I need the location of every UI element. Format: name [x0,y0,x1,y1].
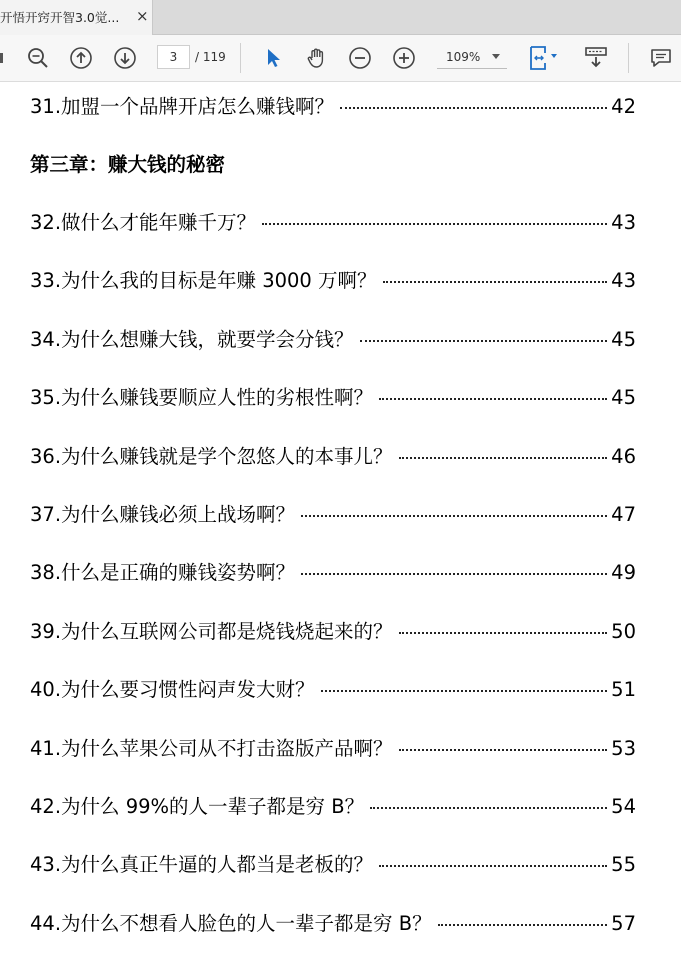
chapter-heading[interactable]: 第三章：赚大钱的秘密 [30,153,226,176]
toc-entry-title: 33.为什么我的目标是年赚 3000 万啊？ [30,269,377,293]
toc-entry-title: 43.为什么真正牛逼的人都当是老板的？ [30,853,374,877]
zoom-out-search-icon[interactable] [26,46,50,70]
scroll-mode-icon[interactable] [584,46,608,70]
toc-entry[interactable] [30,849,636,879]
toc-leader-dots [379,865,607,867]
toc-entry-page: 49 [611,561,636,585]
zoom-value: 109% [446,50,481,64]
toc-entry-page: 43 [611,269,636,293]
sidebar-toggle-edge[interactable] [0,53,3,63]
tab-title: 开悟开窍开智3.0觉... [0,10,120,25]
toc-entry[interactable] [30,265,636,295]
page-total: / 119 [195,50,226,64]
toc-entry-page: 54 [611,795,636,818]
toc-entry-title: 40.为什么要习惯性闷声发大财？ [30,678,315,702]
toc-entry-page: 42 [611,95,636,118]
zoom-in-icon[interactable] [392,46,416,70]
toc-leader-dots [399,749,608,751]
toc-leader-dots [360,340,608,342]
toc-entry-title: 44.为什么不想看人脸色的人一辈子都是穷 B？ [30,911,432,935]
toc-leader-dots [399,457,608,459]
toc-entry[interactable] [30,499,636,529]
toc-entry-title: 41.为什么苹果公司从不打击盗版产品啊？ [30,736,393,760]
chevron-down-icon [492,54,500,59]
toc-entry-page: 46 [611,444,636,468]
tab-bar [0,0,681,35]
toc-entry-title: 36.为什么赚钱就是学个忽悠人的本事儿？ [30,444,393,468]
toc-entry-page: 43 [611,211,636,234]
toc-entry-page: 53 [611,736,636,760]
toc-entry-page: 50 [611,619,636,643]
toc-leader-dots [301,573,607,575]
toc-entry[interactable] [30,908,636,938]
toc-entry[interactable] [30,207,636,237]
toolbar-divider [240,43,241,73]
next-page-icon[interactable] [113,46,137,70]
toc-entry-page: 51 [611,678,636,702]
toc-leader-dots [340,107,607,109]
document-page [0,82,681,961]
toc-entry[interactable] [30,674,636,704]
toc-leader-dots [321,690,608,692]
fit-page-icon[interactable] [527,46,561,70]
toc-entry-title: 37.为什么赚钱必须上战场啊？ [30,503,296,526]
toc-entry-page: 55 [611,853,636,877]
toc-entry-title: 42.为什么 99%的人一辈子都是穷 B？ [30,795,365,818]
toc-entry-page: 45 [611,386,636,410]
toc-entry-page: 45 [611,327,636,351]
toc-leader-dots [262,223,607,225]
zoom-out-icon[interactable] [348,46,372,70]
toc-leader-dots [399,632,608,634]
toc-entry[interactable] [30,791,636,821]
toc-leader-dots [438,924,608,926]
select-cursor-icon[interactable] [261,46,285,70]
toc-entry[interactable] [30,91,636,121]
zoom-select[interactable] [437,45,507,69]
toc-entry-title: 34.为什么想赚大钱，就要学会分钱？ [30,327,354,351]
toc-entry[interactable] [30,557,636,587]
toc-leader-dots [383,281,608,283]
close-tab-icon[interactable]: × [136,7,149,25]
toolbar-divider [628,43,629,73]
toc-entry-title: 38.什么是正确的赚钱姿势啊？ [30,561,296,585]
toc-entry-title: 32.做什么才能年赚千万？ [30,211,257,234]
toc-entry[interactable] [30,733,636,763]
prev-page-icon[interactable] [69,46,93,70]
toc-entry[interactable] [30,616,636,646]
toc-leader-dots [301,515,607,517]
toc-entry-page: 57 [611,911,636,935]
toc-entry[interactable] [30,441,636,471]
toc-entry-title: 35.为什么赚钱要顺应人性的劣根性啊？ [30,386,374,410]
hand-tool-icon[interactable] [305,46,329,70]
comment-icon[interactable] [649,46,673,70]
toc-entry-title: 31.加盟一个品牌开店怎么赚钱啊？ [30,95,335,118]
toc-leader-dots [379,398,607,400]
toc-entry-page: 47 [611,503,636,526]
toolbar [0,35,681,82]
toc-entry-title: 39.为什么互联网公司都是烧钱烧起来的？ [30,619,393,643]
toc-entry[interactable] [30,324,636,354]
page-number-input[interactable]: 3 [157,45,190,69]
toc-leader-dots [370,807,607,809]
document-tab[interactable] [0,0,153,35]
toc-entry[interactable] [30,382,636,412]
